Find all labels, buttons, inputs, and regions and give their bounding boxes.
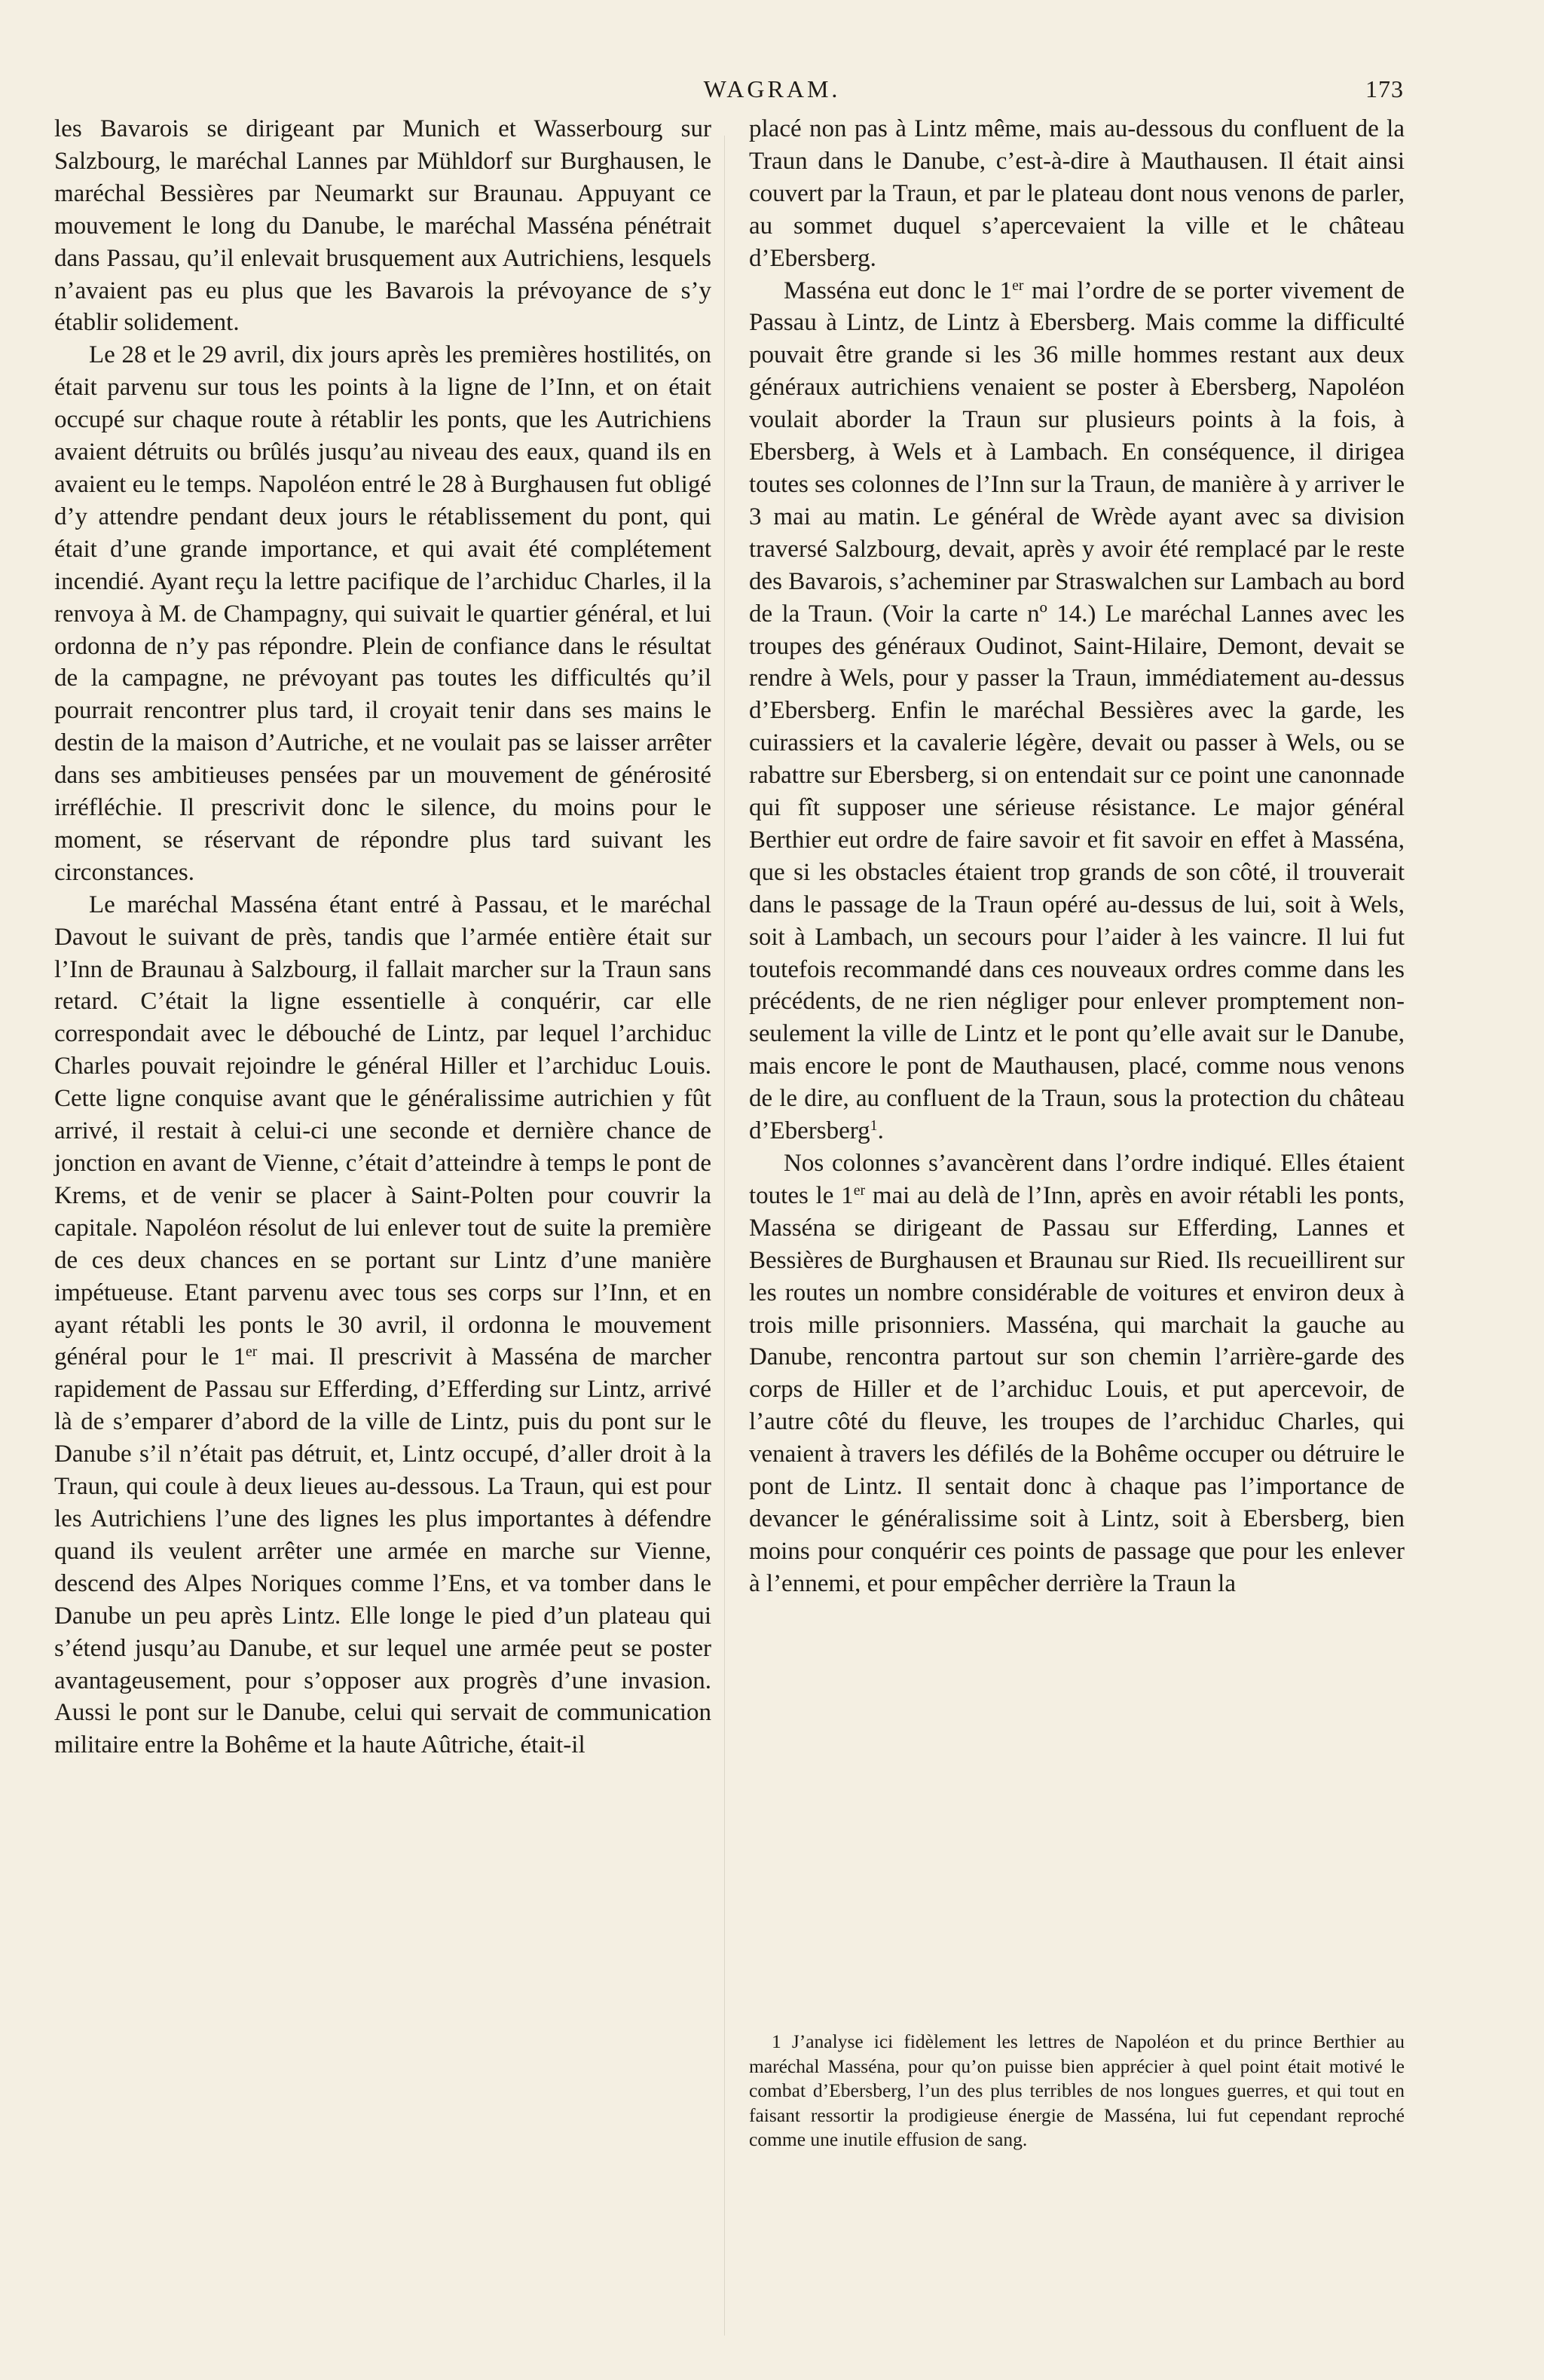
paragraph-text: mai l’ordre de se porter vivement de Passau à Lintz, de Lintz à Ebersberg. Mais comme la difficulté pouvait être grande si les 36 mille hommes restant aux deux généraux autrichiens venaient se poster à Ebersberg, Napoléon voulait aborder la Traun sur plusieurs points à la fois, à Ebersberg, à Wels et à Lambach. En conséquence, il dirigea toutes ses colonnes de l’Inn sur la Traun, de manière à y arriver le 3 mai au matin. Le général de Wrède ayant avec sa division traversé Salzbourg, devait, après y avoir été remplacé par le reste des Bavarois, s’acheminer par Straswalchen sur Lambach au bord de la Traun. (Voir la carte nº 14.) Le maréchal Lannes avec les troupes des généraux Oudinot, Saint-Hilaire, Demont, devait se rendre à Wels, pour y passer la Traun, immédiatement au-dessus d’Ebersberg. Enfin le maréchal Bessières avec la garde, les cuirassiers et la cavalerie légère, devait ou passer à Wels, ou se rabattre sur Ebersberg, si on entendait sur ce point une canonnade qui fît supposer une sérieuse résistance. Le major général Berthier eut ordre de faire savoir et fit savoir en effet à Masséna, que si les obstacles étaient trop grands de son côté, il trouverait dans le passage de la Traun opéré au-dessus de lui, soit à Wels, soit à Lambach, un secours pour l’aider à les vaincre. Il lui fut toutefois recommandé dans ces nouveaux ordres comme dans les précédents, de ne rien négliger pour enlever promptement non-seulement la ville de Lintz et le pont qu’elle avait sur le Danube, mais encore le pont de Mauthausen, placé, comme nous venons de le dire, au confluent de la Traun, sous la protection du château d’Ebersberg bbox=[749, 276, 1405, 1145]
right-column bbox=[749, 113, 1405, 1600]
paragraph-text: mai au delà de l’Inn, après en avoir rétabli les ponts, Masséna se dirigeant de Passau sur Efferding, Lannes et Bessières de Burghausen et Braunau sur Ried. Ils recueillirent sur les routes un nombre considérable de voitures et environ deux à trois mille prisonniers. Masséna, qui marchait la gauche au Danube, rencontra partout sur son chemin l’arrière-garde des corps de Hiller et de l’archiduc Louis, et put apercevoir, de l’autre côté du fleuve, les troupes de l’archiduc Charles, qui venaient à travers les défilés de la Bohême occuper ou détruire le pont de Lintz. Il sentait donc à chaque pas l’importance de devancer le généralissime soit à Lintz, soit à Ebersberg, bien moins pour conquérir ces points de passage que pour les enlever à l’ennemi, et pour empêcher derrière la Traun la bbox=[749, 1181, 1405, 1597]
running-title: WAGRAM. bbox=[703, 75, 841, 102]
footnotes bbox=[749, 2030, 1405, 2152]
paragraph-massena-orders bbox=[749, 275, 1405, 1147]
paragraph-text: . bbox=[877, 1117, 884, 1145]
paragraph-text: mai. Il prescrivit à Masséna de marcher rapidement de Passau sur Efferding, d’Efferding sur Lintz, arrivé là de s’emparer d’abord de la ville de Lintz, puis du pont sur le Danube s’il n’était pas détruit, et, Lintz occupé, d’aller droit à la Traun, qui coule à deux lieues au-dessous. La Traun, qui est pour les Autrichiens l’une des lignes les plus importantes à défendre quand ils veulent arrêter une armée en marche sur Vienne, descend des Alpes Noriques comme l’Ens, et va tomber dans le Danube un peu après Lintz. Elle longe le pied d’un plateau qui s’étend jusqu’au Danube, et sur lequel une armée peut se poster avantageusement, pour s’opposer aux progrès d’une invasion. Aussi le pont sur le Danube, celui qui servait de communication militaire entre la Bohême et la haute Aûtriche, était-il bbox=[54, 1343, 711, 1759]
paragraph-text: Masséna eut donc le 1 bbox=[784, 276, 1013, 304]
footnote-reference[interactable]: 1 bbox=[870, 1117, 878, 1135]
column-gutter bbox=[724, 136, 725, 2336]
paragraph-columns-advance bbox=[749, 1147, 1405, 1600]
page-number: 173 bbox=[1365, 75, 1404, 102]
footnote bbox=[749, 2030, 1405, 2152]
left-column bbox=[54, 113, 711, 1761]
paragraph-continued: les Bavarois se dirigeant par Munich et Wasserbourg sur Salzbourg, le maréchal Lannes par Mühldorf sur Burghausen, le maréchal Bessières par Neumarkt sur Braunau. Appuyant ce mouvement le long du Danube, le maréchal Masséna pénétrait dans Passau, qu’il enlevait brusquement aux Autrichiens, lesquels n’avaient pas eu plus que les Bavarois la prévoyance de s’y établir solidement. bbox=[54, 115, 711, 337]
ordinal-superscript: er bbox=[1012, 276, 1024, 294]
paragraph-continued: placé non pas à Lintz même, mais au-dessous du confluent de la Traun dans le Danube, c’est-à-dire à Mauthausen. Il était ainsi couvert par la Traun, et par le plateau dont nous venons de parler, au sommet duquel s’apercevaient la ville et le château d’Ebersberg. bbox=[749, 115, 1405, 272]
footnote-mark: 1 bbox=[772, 2030, 781, 2052]
paragraph-inn-line: Le 28 et le 29 avril, dix jours après les premières hostilités, on était parvenu sur tous les points à la ligne de l’Inn, et on était occupé sur chaque route à rétablir les ponts, que les Autrichiens avaient détruits ou brûlés jusqu’au niveau des eaux, quand ils en avaient eu le temps. Napoléon entré le 28 à Burghausen fut obligé d’y attendre pendant deux jours le rétablissement du pont, qui était d’une grande importance, et qui avait été complétement incendié. Ayant reçu la lettre pacifique de l’archiduc Charles, il la renvoya à M. de Champagny, qui suivait le quartier général, et lui ordonna de n’y pas répondre. Plein de confiance dans le résultat de la campagne, ne prévoyant pas toutes les difficultés qu’il pourrait rencontrer plus tard, il croyait tenir dans ses mains le destin de la maison d’Autriche, et ne voulait pas se laisser arrêter dans ses ambitieuses pensées par un mouvement de générosité irréfléchie. Il prescrivit donc le silence, du moins pour le moment, se réservant de répondre plus tard suivant les circonstances. bbox=[54, 341, 711, 886]
paragraph-traun-march bbox=[54, 889, 711, 1761]
ordinal-superscript: er bbox=[853, 1182, 866, 1199]
paragraph-text: Le maréchal Masséna étant entré à Passau, et le maréchal Davout le suivant de près, tandis que l’armée entière était sur l’Inn de Braunau à Salzbourg, il fallait marcher sur la Traun sans retard. C’était la ligne essentielle à conquérir, car elle correspondait avec le débouché de Lintz, par lequel l’archiduc Charles pouvait rejoindre le général Hiller et l’archiduc Louis. Cette ligne conquise avant que le généralissime autrichien y fût arrivé, il restait à celui-ci une seconde et dernière chance de jonction en avant de Vienne, c’était d’atteindre à temps le pont de Krems, et de venir se placer à Saint-Polten pour couvrir la capitale. Napoléon résolut de lui enlever tout de suite la première de ces deux chances en se portant sur Lintz d’une manière impétueuse. Etant parvenu avec tous ses corps sur l’Inn, et en ayant rétabli les ponts le 30 avril, il ordonna le mouvement général pour le 1 bbox=[54, 891, 711, 1371]
running-head bbox=[0, 72, 1544, 110]
paragraph-text: Nos colonnes s’avancèrent dans l’ordre indiqué. Elles étaient toutes le 1 bbox=[749, 1150, 1405, 1209]
footnote-text: J’analyse ici fidèlement les lettres de Napoléon et du prince Berthier au maréchal Masséna, pour qu’on puisse bien apprécier à quel point était motivé le combat d’Ebersberg, l’un des plus terribles de nos longues guerres, et qui tout en faisant ressortir la prodigieuse énergie de Masséna, lui fut cependant reproché comme une inutile effusion de sang. bbox=[749, 2030, 1405, 2150]
ordinal-superscript: er bbox=[245, 1343, 258, 1361]
